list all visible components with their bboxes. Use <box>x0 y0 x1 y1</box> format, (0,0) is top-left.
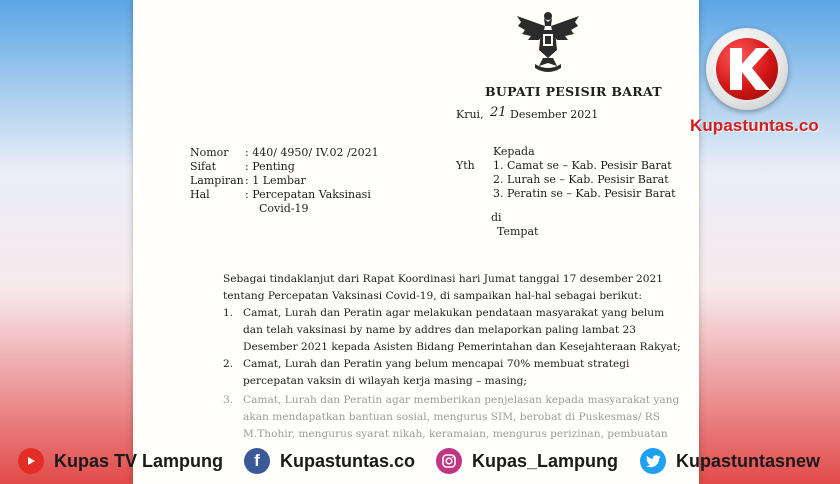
yth-label: Yth <box>456 159 475 172</box>
point-line: M.Thohir, mengurus syarat nikah, keramaian, mengurus perizinan, pembuatan <box>243 428 668 440</box>
nomor-label: Nomor <box>190 146 229 159</box>
date-handwritten-day: 21 <box>490 105 507 120</box>
hal-value-cont: Covid-19 <box>259 202 309 215</box>
point-line: Desember 2021 kepada Asisten Bidang Pemerintahan dan Kesejahteraan Rakyat; <box>243 341 681 353</box>
point-number: 1. <box>223 307 234 319</box>
brand-name: Kupastuntas.co <box>690 116 819 135</box>
twitter-label: Kupastuntasnew <box>676 450 821 471</box>
hal-value: : Percepatan Vaksinasi <box>245 188 371 201</box>
twitter-link[interactable] <box>640 448 820 474</box>
instagram-link[interactable] <box>436 448 618 474</box>
tempat-label: Tempat <box>497 225 539 238</box>
point-line: Camat, Lurah dan Peratin agar memberikan penjelasan kepada masyarakat yang <box>243 394 680 406</box>
point-number: 2. <box>223 358 234 370</box>
hal-label: Hal <box>190 188 210 201</box>
youtube-link[interactable] <box>18 448 223 474</box>
intro-line: Sebagai tindaklanjut dari Rapat Koordinasi hari Jumat tanggal 17 desember 2021 <box>223 273 663 285</box>
kupastuntas-logo <box>706 28 788 110</box>
twitter-icon <box>640 448 666 474</box>
letter-heading: BUPATI PESISIR BARAT <box>485 84 662 99</box>
point-line: dan telah vaksinasi by name by addres dan melaporkan paling lambat 23 <box>243 324 636 336</box>
point-line: Camat, Lurah dan Peratin agar melakukan pendataan masyarakat yang belum <box>243 307 665 319</box>
instagram-label: Kupas_Lampung <box>472 450 619 471</box>
recipient-item: 1. Camat se – Kab. Pesisir Barat <box>493 159 672 172</box>
letter-document <box>133 0 699 484</box>
lampiran-label: Lampiran <box>190 174 244 187</box>
sifat-label: Sifat <box>190 160 217 173</box>
point-line: akan mendapatkan bantuan sosial, mengurus SIM, berobat di Puskesmas/ RS <box>243 411 661 423</box>
social-media-bar <box>0 436 840 484</box>
sifat-value: : Penting <box>245 160 295 173</box>
point-line: Camat, Lurah dan Peratin yang belum mencapai 70% membuat strategi <box>243 358 630 370</box>
kepada-label: Kepada <box>493 145 535 158</box>
point-number: 3. <box>223 394 234 406</box>
recipient-item: 2. Lurah se – Kab. Pesisir Barat <box>493 173 669 186</box>
point-line: percepatan vaksin di wilayah kerja masing – masing; <box>243 375 528 387</box>
facebook-label: Kupastuntas.co <box>280 450 416 471</box>
facebook-link[interactable] <box>244 448 415 474</box>
intro-line: tentang Percepatan Vaksinasi Covid-19, di sampaikan hal-hal sebagai berikut: <box>223 290 642 302</box>
date-month-year: Desember 2021 <box>510 108 599 121</box>
youtube-icon <box>18 448 44 474</box>
instagram-icon <box>436 448 462 474</box>
lampiran-value: : 1 Lembar <box>245 174 306 187</box>
recipient-item: 3. Peratin se – Kab. Pesisir Barat <box>493 187 676 200</box>
nomor-value: : 440/ 4950/ IV.02 /2021 <box>245 146 379 159</box>
logo-badge <box>716 38 778 100</box>
di-label: di <box>491 211 502 224</box>
k-letter-icon <box>716 38 778 100</box>
youtube-label: Kupas TV Lampung <box>54 450 224 471</box>
facebook-icon: f <box>244 448 270 474</box>
garuda-emblem-icon <box>513 6 583 74</box>
date-prefix: Krui, <box>456 108 484 121</box>
